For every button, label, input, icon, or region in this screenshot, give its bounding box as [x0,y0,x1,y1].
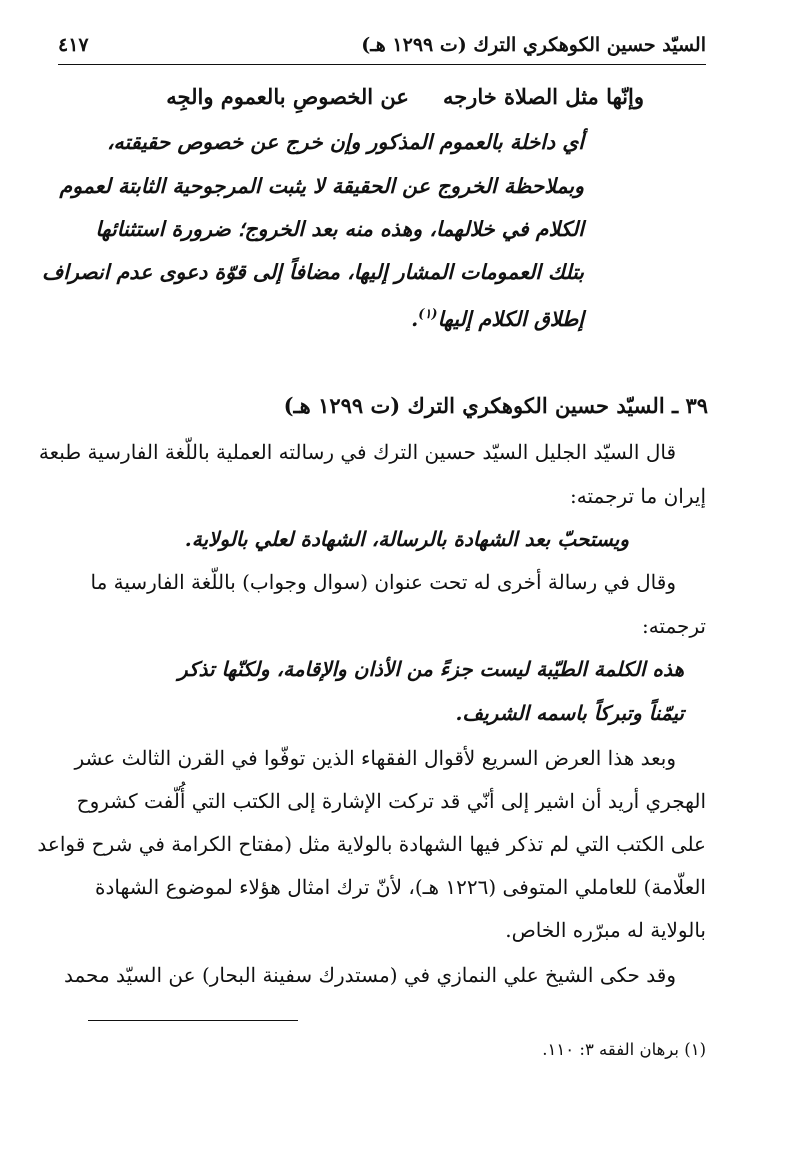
commentary-line: الكلام في خلالهما، وهذه منه بعد الخروج؛ ضرورة استثنائها [95,217,584,241]
footnote: (١) برهان الفقه ٣: ١١٠. [542,1040,706,1059]
commentary-end: . [411,306,419,331]
commentary-line: أي داخلة بالعموم المذكور وإن خرج عن خصوص حقيقته، [106,130,584,154]
paragraph-line: بالولاية له مبرّره الخاص. [505,918,706,942]
paragraph-line: وقد حكى الشيخ علي النمازي في (مستدرك سفينة البحار) عن السيّد محمد [64,963,676,987]
commentary-line: وبملاحظة الخروج عن الحقيقة لا يثبت المرجوحية الثابتة لعموم [59,174,584,198]
paragraph-line: وقال في رسالة أخرى له تحت عنوان (سوال وجواب) باللّغة الفارسية ما [90,570,676,594]
commentary-text: إطلاق الكلام إليها [437,306,584,331]
commentary-line-last [411,300,584,334]
running-title: السيّد حسين الكوهكري الترك (ت ١٢٩٩ هـ) [361,34,706,56]
footnote-reference: (١) [418,307,438,322]
paragraph-line: وبعد هذا العرض السريع لأقوال الفقهاء الذين توفّوا في القرن الثالث عشر [74,746,676,770]
poem-verse [166,82,644,112]
quotation: ويستحبّ بعد الشهادة بالرسالة، الشهادة لعلي بالولاية. [184,527,629,551]
quotation-line: تيمّناً وتبركاً باسمه الشريف. [455,701,684,725]
paragraph-line: ترجمته: [641,614,706,638]
paragraph-line: العلّامة) للعاملي المتوفى (١٢٢٦ هـ)، لأنّ ترك امثال هؤلاء لموضوع الشهادة [95,875,706,899]
section-heading: ٣٩ ـ السيّد حسين الكوهكري الترك (ت ١٢٩٩ هـ) [283,393,708,418]
verse-hemistich-1: وإنّها مثل الصلاة خارجه [442,84,644,109]
verse-hemistich-2: عن الخصوصِ بالعموم والجِه [166,84,409,109]
quotation-line: هذه الكلمة الطيّبة ليست جزءً من الأذان والإقامة، ولكنّها تذكر [177,657,684,681]
commentary-line: بتلك العمومات المشار إليها، مضافاً إلى قوّة دعوى عدم انصراف [42,260,584,284]
paragraph-line: قال السيّد الجليل السيّد حسين الترك في رسالته العملية باللّغة الفارسية طبعة [38,440,676,464]
page-number: ٤١٧ [58,34,89,56]
footnote-separator [88,1020,298,1021]
paragraph-line: إيران ما ترجمته: [570,484,706,508]
paragraph-line: على الكتب التي لم تذكر فيها الشهادة بالولاية مثل (مفتاح الكرامة في شرح قواعد [37,832,706,856]
page-header [58,30,706,65]
paragraph-line: الهجري أريد أن اشير إلى أنّي قد تركت الإشارة إلى الكتب التي أُلّفت كشروح [76,789,706,813]
